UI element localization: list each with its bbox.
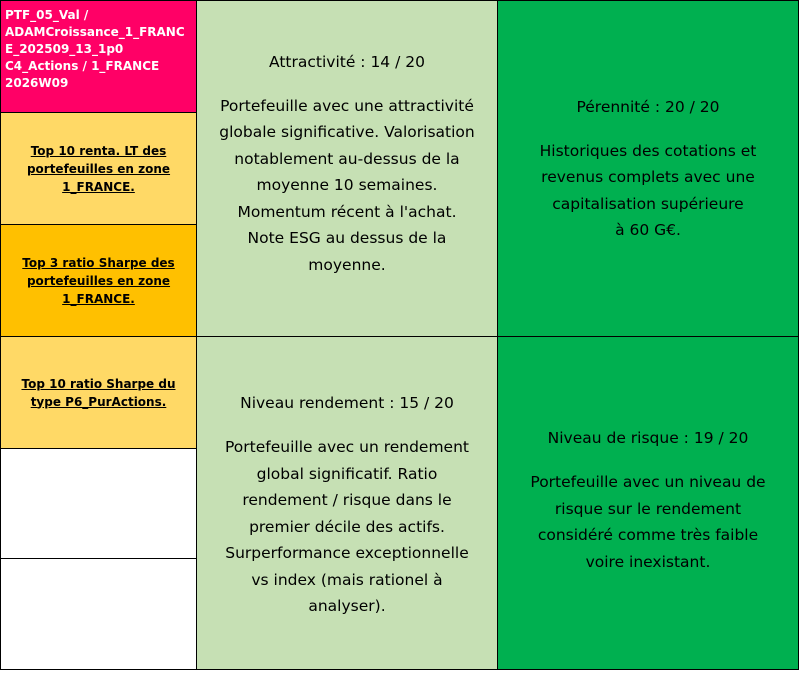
tag-text	[16, 254, 180, 308]
tag-line: portefeuilles en zone	[26, 161, 171, 176]
panel-body	[540, 138, 757, 244]
tag-line: Top 10 renta. LT des	[30, 143, 167, 158]
panel-title: Niveau rendement : 15 / 20	[240, 394, 454, 413]
panel-body-line: Historiques des cotations et	[539, 141, 757, 160]
panel-body-line: voire inexistant.	[585, 552, 711, 571]
tag-line: portefeuilles en zone	[26, 273, 171, 288]
panel-body-line: à 60 G€.	[615, 221, 681, 239]
panel-title: Attractivité : 14 / 20	[269, 52, 425, 71]
portfolio-header-line: ADAMCroissance_1_FRANC	[5, 25, 185, 39]
tag-line: 1_FRANCE.	[62, 179, 135, 194]
panel-body-line: Portefeuille avec une attractivité	[220, 96, 474, 115]
portfolio-header	[0, 0, 197, 113]
panel-body-line: Note ESG au dessus de la	[247, 229, 447, 248]
panel-body	[225, 434, 469, 620]
panel-body-line: vs index (mais rationel à	[251, 570, 443, 589]
empty-cell	[0, 558, 197, 670]
panel-rendement	[196, 336, 498, 670]
portfolio-header-line: PTF_05_Val /	[5, 8, 89, 22]
tag-line: Top 10 ratio Sharpe du	[21, 376, 176, 391]
panel-attractivite	[196, 0, 498, 337]
panel-title: Niveau de risque : 19 / 20	[547, 429, 749, 447]
tag-top10-sharpe-type[interactable]	[0, 336, 197, 449]
panel-perennite	[497, 0, 799, 337]
panel-risque	[497, 336, 799, 670]
panel-body-line: global significatif. Ratio	[256, 464, 438, 483]
tag-text	[15, 375, 181, 411]
tag-top10-renta[interactable]	[0, 112, 197, 225]
panel-body-line: notablement au-dessus de la	[234, 149, 460, 168]
panel-body-line: rendement / risque dans le	[242, 491, 452, 510]
panel-body	[219, 93, 474, 279]
empty-cell	[0, 448, 197, 559]
tag-line: 1_FRANCE.	[62, 291, 135, 306]
panel-body-line: moyenne.	[308, 255, 386, 274]
panel-body-line: premier décile des actifs.	[249, 517, 445, 536]
tag-line: type P6_PurActions.	[30, 394, 167, 409]
panel-body-line: capitalisation supérieure	[552, 194, 744, 213]
portfolio-header-line: C4_Actions / 1_FRANCE	[5, 59, 160, 73]
panel-body-line: considéré comme très faible	[537, 526, 759, 544]
portfolio-header-line: 2026W09	[5, 76, 69, 90]
panel-title: Pérennité : 20 / 20	[576, 97, 720, 116]
panel-body-line: revenus complets avec une	[541, 168, 755, 186]
panel-body-line: globale significative. Valorisation	[219, 123, 475, 142]
panel-body	[530, 469, 765, 575]
tag-line: Top 3 ratio Sharpe des	[22, 255, 175, 270]
panel-body-line: Surperformance exceptionnelle	[225, 544, 469, 563]
panel-body-line: analyser).	[308, 597, 386, 616]
panel-body-line: Momentum récent à l'achat.	[237, 202, 457, 221]
tag-text	[21, 142, 176, 196]
panel-body-line: Portefeuille avec un rendement	[225, 438, 469, 457]
portfolio-header-line: E_202509_13_1p0	[5, 42, 124, 56]
tag-top3-sharpe[interactable]	[0, 224, 197, 337]
panel-body-line: Portefeuille avec un niveau de	[530, 473, 766, 491]
panel-body-line: moyenne 10 semaines.	[256, 176, 438, 195]
panel-body-line: risque sur le rendement	[554, 499, 742, 518]
